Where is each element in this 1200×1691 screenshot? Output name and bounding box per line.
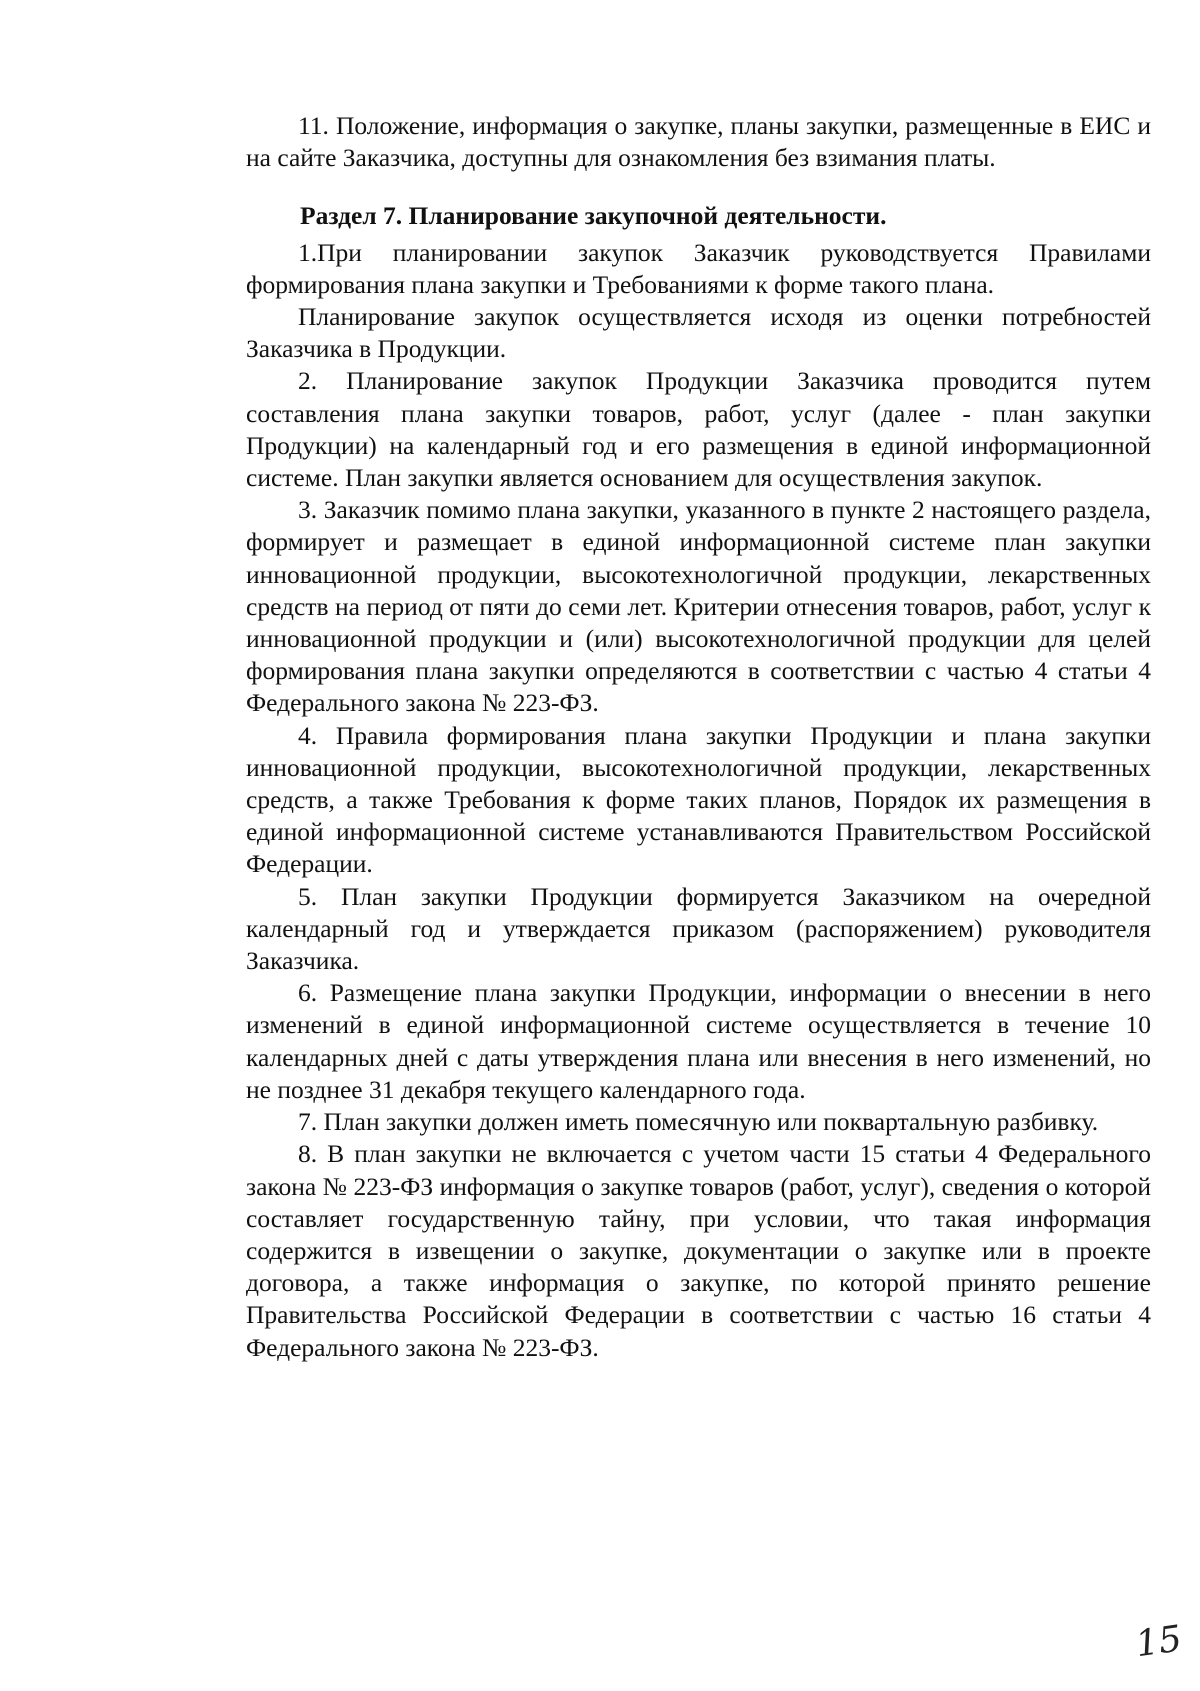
paragraph-11: 11. Положение, информация о закупке, планы закупки, размещенные в ЕИС и на сайте Заказчика, доступны для ознакомления без взимания платы. xyxy=(246,111,1151,173)
paragraph-1: 1.При планировании закупок Заказчик руководствуется Правилами формирования плана закупки и Требованиями к форме такого плана. xyxy=(246,237,1151,299)
paragraph-8: 8. В план закупки не включается с учетом части 15 статьи 4 Федерального закона № 223-ФЗ информация о закупке товаров (работ, услуг), сведения о которой составляет государственную тайну, при условии, что такая информация содержится в извещении о закупке, документации о закупке или в проекте договора, а также информация о закупке, по которой принято решение Правительства Российской Федерации в соответствии с частью 16 статьи 4 Федерального закона № 223-ФЗ. xyxy=(246,1139,1151,1362)
paragraph-7: 7. План закупки должен иметь помесячную или поквартальную разбивку. xyxy=(298,1107,1099,1137)
paragraph-3: 3. Заказчик помимо плана закупки, указанного в пункте 2 настоящего раздела, формирует и размещает в единой информационной системе план закупки инновационной продукции, высокотехнологичной продукции, лекарственных средств на период от пяти до семи лет. Критерии отнесения товаров, работ, услуг к инновационной продукции и (или) высокотехнологичной продукции для целей формирования плана закупки определяются в соответствии с частью 4 статьи 4 Федерального закона № 223-ФЗ. xyxy=(246,495,1151,718)
section-heading: Раздел 7. Планирование закупочной деятельности. xyxy=(300,201,887,231)
handwritten-page-number: 15 xyxy=(1133,1618,1185,1666)
document-body xyxy=(246,110,1151,1364)
paragraph-4: 4. Правила формирования плана закупки Продукции и плана закупки инновационной продукции, высокотехнологичной продукции, лекарственных средств, а также Требования к форме таких планов, Порядок их размещения в единой информационной системе устанавливаются Правительством Российской Федерации. xyxy=(246,720,1151,879)
paragraph-1-continued: Планирование закупок осуществляется исходя из оценки потребностей Заказчика в Продукции. xyxy=(246,302,1151,364)
paragraph-6: 6. Размещение плана закупки Продукции, информации о внесении в него изменений в единой информационной системе осуществляется в течение 10 календарных дней с даты утверждения плана или внесения в него изменений, но не позднее 31 декабря текущего календарного года. xyxy=(246,978,1151,1104)
paragraph-5: 5. План закупки Продукции формируется Заказчиком на очередной календарный год и утверждается приказом (распоряжением) руководителя Заказчика. xyxy=(246,881,1151,976)
paragraph-2: 2. Планирование закупок Продукции Заказчика проводится путем составления плана закупки товаров, работ, услуг (далее - план закупки Продукции) на календарный год и его размещения в единой информационной системе. План закупки является основанием для осуществления закупок. xyxy=(246,366,1151,493)
